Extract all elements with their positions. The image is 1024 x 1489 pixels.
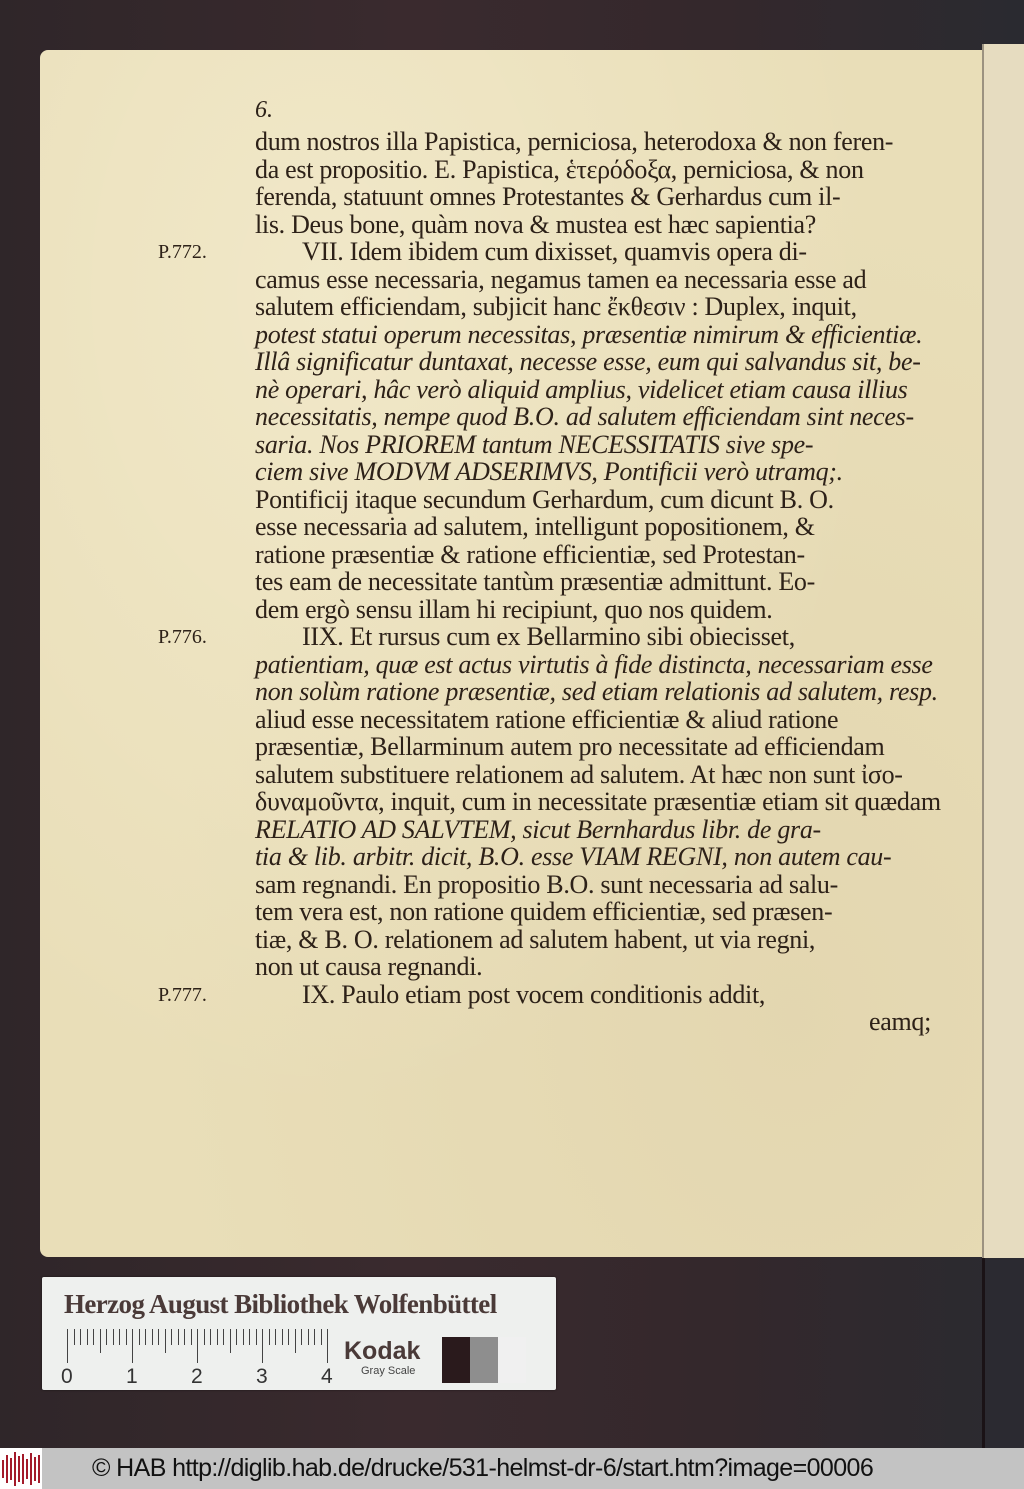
ruler-tick bbox=[119, 1329, 120, 1345]
copyright-link[interactable]: © HAB http://diglib.hab.de/drucke/531-helmst-dr-6/start.htm?image=00006 bbox=[92, 1454, 874, 1482]
ruler-label: 1 bbox=[126, 1365, 138, 1388]
text-line: tiæ, & B. O. relationem ad salutem habent, ut via regni, bbox=[255, 924, 816, 954]
logo-bar bbox=[26, 1459, 28, 1479]
ruler-tick bbox=[288, 1329, 289, 1345]
page-text bbox=[255, 127, 941, 1036]
ruler-tick bbox=[236, 1329, 237, 1345]
text-line: sam regnandi. En propositio B.O. sunt necessaria ad salu- bbox=[255, 869, 838, 899]
text-line: lis. Deus bone, quàm nova & mustea est hæc sapientia? bbox=[255, 209, 817, 239]
page-number: 6. bbox=[255, 97, 273, 123]
ruler-tick bbox=[314, 1329, 315, 1345]
text-line: non solùm ratione præsentiæ, sed etiam relationis ad salutem, resp. bbox=[255, 677, 938, 706]
text-line: nè operari, hâc verò aliquid amplius, videlicet etiam causa illius bbox=[255, 374, 908, 404]
ruler-tick bbox=[217, 1329, 218, 1345]
gray-swatch bbox=[470, 1337, 498, 1383]
ruler-tick bbox=[132, 1329, 133, 1363]
ruler-tick bbox=[249, 1329, 250, 1345]
binding-shadow bbox=[982, 1258, 1024, 1448]
text-line: non ut causa regnandi. bbox=[255, 952, 483, 981]
text-line: eamq; bbox=[868, 1007, 931, 1036]
ruler-tick bbox=[275, 1329, 276, 1345]
ruler-tick bbox=[191, 1329, 192, 1345]
book-page bbox=[40, 50, 982, 1257]
ruler-label: 4 bbox=[321, 1365, 333, 1388]
ruler-tick bbox=[301, 1329, 302, 1345]
text-line: patientiam, quæ est actus virtutis à fide distincta, necessariam esse bbox=[255, 649, 933, 679]
text-line: præsentiæ, Bellarminum autem pro necessitate ad efficiendam bbox=[255, 732, 885, 761]
text-line: saria. Nos PRIOREM tantum NECESSITATIS sive spe- bbox=[255, 429, 814, 459]
text-line: δυναμοῦντα, inquit, cum in necessitate præsentiæ etiam sit quædam bbox=[255, 787, 941, 816]
ruler-tick bbox=[165, 1329, 166, 1353]
ruler-tick bbox=[93, 1329, 94, 1345]
logo-bar bbox=[10, 1458, 12, 1480]
margin-page-reference: P.772. bbox=[158, 241, 207, 263]
ruler-tick bbox=[184, 1329, 185, 1345]
ruler-tick bbox=[126, 1329, 127, 1345]
text-line: da est propositio. E. Papistica, ἑτερόδοξα, perniciosa, & non bbox=[255, 154, 864, 184]
text-line: salutem efficiendam, subjicit hanc ἔκθεσιν : Duplex, inquit, bbox=[255, 292, 857, 321]
ruler-tick bbox=[74, 1329, 75, 1345]
ruler-tick bbox=[210, 1329, 211, 1345]
ruler-tick bbox=[87, 1329, 88, 1345]
ruler-tick bbox=[243, 1329, 244, 1345]
color-reference-card bbox=[42, 1277, 556, 1390]
ruler-tick bbox=[269, 1329, 270, 1345]
text-line: camus esse necessaria, negamus tamen ea necessaria esse ad bbox=[255, 264, 867, 294]
gray-swatch bbox=[442, 1337, 470, 1383]
ruler-tick bbox=[327, 1329, 328, 1363]
ruler-tick bbox=[139, 1329, 140, 1345]
logo-bar bbox=[6, 1455, 8, 1483]
text-line: Pontificij itaque secundum Gerhardum, cum dicunt B. O. bbox=[255, 484, 834, 514]
facing-page-edge bbox=[982, 44, 1024, 1260]
logo-bar bbox=[14, 1452, 16, 1486]
logo-bar bbox=[22, 1454, 24, 1484]
ruler-tick bbox=[262, 1329, 263, 1363]
ruler-tick bbox=[158, 1329, 159, 1345]
ruler-tick bbox=[100, 1329, 101, 1353]
ruler-tick bbox=[230, 1329, 231, 1353]
ruler-tick bbox=[67, 1329, 68, 1363]
ruler-label: 3 bbox=[256, 1365, 268, 1388]
ruler-label: 2 bbox=[191, 1365, 203, 1388]
ruler-tick bbox=[223, 1329, 224, 1345]
ruler-tick bbox=[106, 1329, 107, 1345]
text-line: necessitatis, nempe quod B.O. ad salutem efficiendam sint neces- bbox=[255, 402, 914, 431]
text-line: ciem sive MODVM ADSERIMVS, Pontificii verò utramq;. bbox=[255, 457, 843, 486]
text-line: IX. Paulo etiam post vocem conditionis addit, bbox=[302, 979, 766, 1009]
text-line: esse necessaria ad salutem, intelligunt popositionem, & bbox=[255, 512, 815, 541]
logo-bar bbox=[34, 1457, 36, 1481]
text-line: Illâ significatur duntaxat, necesse esse, eum qui salvandus sit, be- bbox=[255, 347, 921, 376]
measurement-ruler bbox=[61, 1329, 333, 1389]
text-line: tia & lib. arbitr. dicit, B.O. esse VIAM REGNI, non autem cau- bbox=[255, 842, 892, 871]
ruler-tick bbox=[321, 1329, 322, 1345]
text-line: tes eam de necessitate tantùm præsentiæ admittunt. Eo- bbox=[255, 567, 815, 596]
ruler-label: 0 bbox=[61, 1365, 73, 1388]
margin-page-reference: P.776. bbox=[158, 626, 207, 648]
text-line: VII. Idem ibidem cum dixisset, quamvis opera di- bbox=[302, 237, 807, 266]
text-line: dem ergò sensu illam hi recipiunt, quo nos quidem. bbox=[255, 594, 773, 624]
ruler-tick bbox=[171, 1329, 172, 1345]
ruler-tick bbox=[145, 1329, 146, 1345]
ruler-tick bbox=[152, 1329, 153, 1345]
ruler-tick bbox=[204, 1329, 205, 1345]
footer-bar bbox=[0, 1448, 1024, 1489]
logo-bar bbox=[2, 1460, 4, 1478]
text-line: ferenda, statuunt omnes Protestantes & Gerhardus cum il- bbox=[255, 182, 841, 211]
ruler-tick bbox=[308, 1329, 309, 1345]
ruler-tick bbox=[178, 1329, 179, 1345]
library-name: Herzog August Bibliothek Wolfenbüttel bbox=[64, 1289, 497, 1319]
text-line: tem vera est, non ratione quidem efficientiæ, sed præsen- bbox=[255, 897, 833, 926]
ruler-tick bbox=[256, 1329, 257, 1345]
hab-logo-icon bbox=[0, 1448, 42, 1489]
ruler-tick bbox=[80, 1329, 81, 1345]
margin-page-reference: P.777. bbox=[158, 983, 207, 1006]
gray-swatch bbox=[498, 1337, 526, 1383]
ruler-tick bbox=[113, 1329, 114, 1345]
ruler-tick bbox=[282, 1329, 283, 1345]
text-line: salutem substituere relationem ad salutem. At hæc non sunt ἰσο- bbox=[255, 759, 903, 789]
text-line: dum nostros illa Papistica, perniciosa, heterodoxa & non feren- bbox=[255, 127, 894, 156]
text-line: IIX. Et rursus cum ex Bellarmino sibi obiecisset, bbox=[302, 622, 795, 651]
logo-bar bbox=[18, 1456, 20, 1482]
text-line: aliud esse necessitatem ratione efficientiæ & aliud ratione bbox=[255, 704, 839, 734]
logo-bar bbox=[30, 1453, 32, 1485]
ruler-tick bbox=[197, 1329, 198, 1363]
kodak-logo: Kodak bbox=[344, 1337, 421, 1365]
text-line: potest statui operum necessitas, præsentiæ nimirum & efficientiæ. bbox=[255, 319, 923, 349]
ruler-tick bbox=[295, 1329, 296, 1353]
text-line: ratione præsentiæ & ratione efficientiæ, sed Protestan- bbox=[255, 539, 805, 569]
logo-bar bbox=[38, 1455, 40, 1483]
gray-scale-label: Gray Scale bbox=[361, 1365, 416, 1377]
text-line: RELATIO AD SALVTEM, sicut Bernhardus libr. de gra- bbox=[255, 814, 821, 844]
